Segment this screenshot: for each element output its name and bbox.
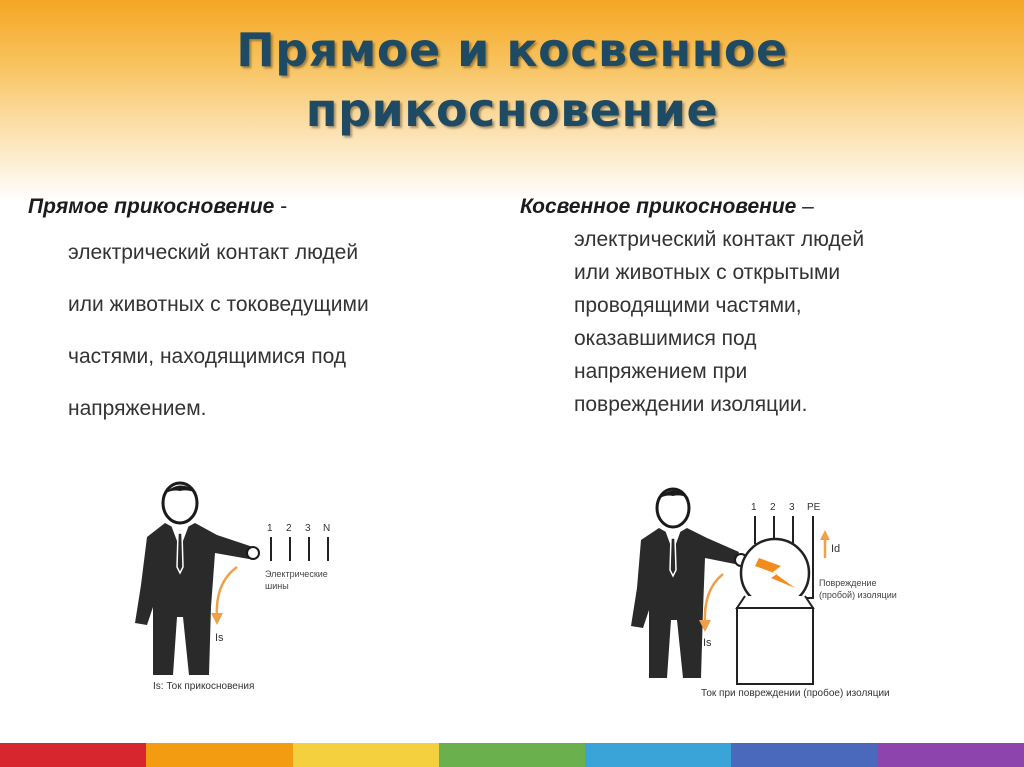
phase-label: 3 [305,523,311,534]
current-symbol: Is [215,632,224,644]
color-stripe [731,743,877,767]
figure-caption: Ток при повреждении (пробое) изоляции [701,688,890,699]
indirect-contact-heading [520,195,1000,219]
phase-label: 3 [789,502,795,513]
definition-line: или животных с открытыми [574,261,841,284]
definition-line: электрический контакт людей [574,228,865,251]
damage-label: (пробой) изоляции [819,590,897,600]
definition-line: напряжением. [68,397,207,420]
color-stripe [585,743,731,767]
direct-contact-term: Прямое прикосновение [28,195,275,218]
definition-line: проводящими частями, [574,294,802,317]
current-symbol: Is [703,637,712,649]
definition-line: повреждении изоляции. [574,393,808,416]
fault-current-arrow-icon [820,530,830,558]
phase-label: 2 [770,502,776,513]
definition-line: электрический контакт людей [68,241,359,264]
bottom-color-stripes [0,743,1024,767]
color-stripe [146,743,292,767]
person-icon [135,483,259,675]
busbar-label: шины [265,581,289,591]
direct-contact-definition [68,227,478,435]
phase-label: 1 [267,523,273,534]
busbar-label: Электрические [265,569,328,579]
color-stripe [439,743,585,767]
definition-line: частями, находящимися под [68,345,347,368]
slide-title [0,20,1024,140]
definition-line: или животных с токоведущими [68,293,369,316]
indirect-contact-separator: – [796,195,814,218]
indirect-contact-illustration [625,478,915,708]
indirect-contact-definition [574,223,1000,421]
phase-label: PE [807,502,821,513]
phase-label: N [323,523,331,534]
damage-label: Повреждение [819,578,877,588]
fault-current-symbol: Id [831,543,841,555]
busbars [265,523,330,591]
color-stripe [0,743,146,767]
direct-contact-illustration [125,475,455,705]
definition-line: напряжением при [574,360,748,383]
indirect-contact-term: Косвенное прикосновение [520,195,797,218]
definition-line: оказавшимися под [574,327,757,350]
direct-contact-separator: - [274,195,288,218]
direct-contact-block [28,195,478,435]
figure-caption: Is: Ток прикосновения [153,681,255,692]
color-stripe [293,743,439,767]
title-line-1: Прямое и косвенное [236,23,788,77]
indirect-contact-block [520,195,1000,421]
direct-contact-heading [28,195,478,219]
title-line-2: прикосновение [305,83,719,137]
person-icon [631,489,747,678]
current-arrow-icon [211,567,237,625]
color-stripe [878,743,1024,767]
phase-label: 2 [286,523,292,534]
equipment-housing [737,539,813,684]
phase-label: 1 [751,502,757,513]
